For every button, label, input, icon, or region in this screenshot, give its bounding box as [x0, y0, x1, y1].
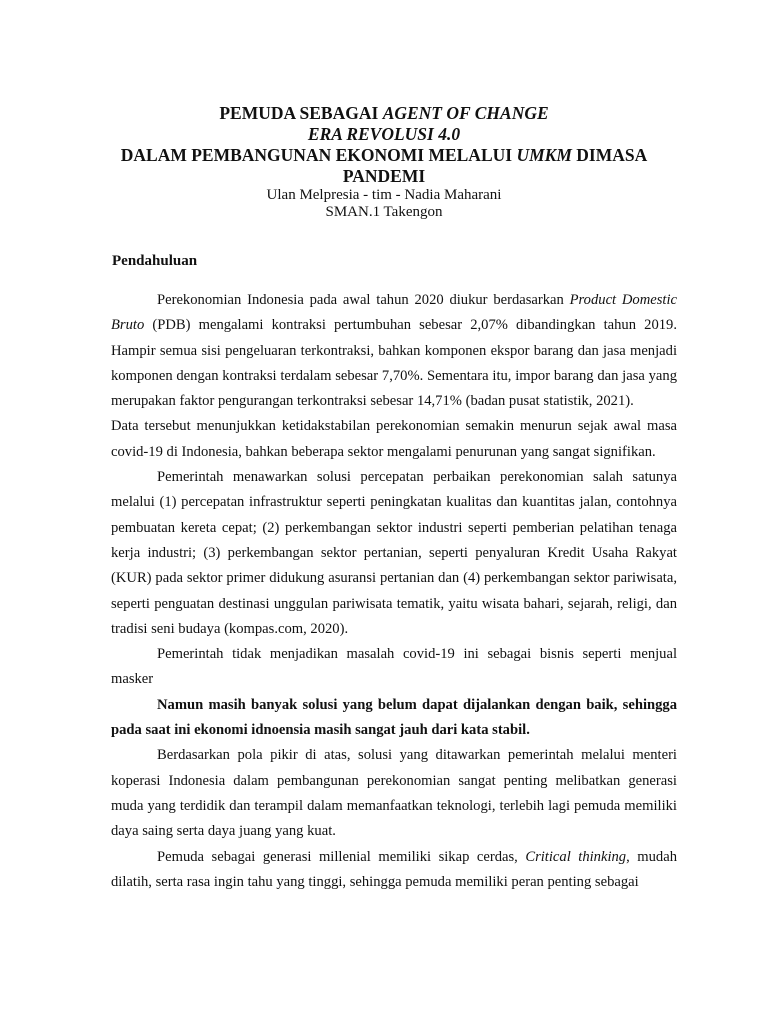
- authors-line: Ulan Melpresia - tim - Nadia Maharani: [266, 187, 502, 203]
- title-line-3-text: DALAM PEMBANGUNAN EKONOMI MELALUI: [120, 145, 517, 165]
- paragraph-3: Pemerintah menawarkan solusi percepatan perbaikan perekonomian salah satunya melalui (1) percepatan infrastruktur seperti peningkatan kualitas dan kuantitas jalan, contohnya pembuatan kereta cepat; (2) perkembangan sektor industri seperti pemberian pelatihan tenaga kerja industri; (3) perkembangan sektor pertanian, seperti penyaluran Kredit Usaha Rakyat (KUR) pada sektor primer didukung asuransi pertanian dan (4) perkembangan sektor pariwisata, seperti penguatan destinasi unggulan pariwisata tematik, yaitu wisata bahari, sejarah, religi, dan tradisi seni budaya (kompas.com, 2020).: [111, 469, 677, 637]
- paragraph-7-italic: Critical thinking: [525, 848, 627, 865]
- document-title: [0, 103, 768, 221]
- paragraph-5: Namun masih banyak solusi yang belum dapat dijalankan dengan baik, sehingga pada saat ini ekonomi idnoensia masih sangat jauh dari kata stabil.: [111, 696, 677, 739]
- title-line-2-italic: ERA REVOLUSI 4.0: [307, 124, 461, 144]
- paragraph-7: [111, 845, 677, 896]
- paragraph-2: Data tersebut menunjukkan ketidakstabilan perekonomian semakin menurun sejak awal masa covid-19 di Indonesia, bahkan beberapa sektor mengalami penurunan yang sangat signifikan.: [111, 418, 677, 460]
- title-line-3-suffix: DIMASA: [571, 145, 648, 165]
- paragraph-1-italic: Product Domestic Bruto: [111, 292, 678, 334]
- section-heading: Pendahuluan: [112, 253, 198, 269]
- document-body: [111, 288, 677, 895]
- title-line-3-italic: UMKM: [516, 145, 572, 165]
- paragraph-4: Pemerintah tidak menjadikan masalah covid-19 ini sebagai bisnis seperti menjual masker: [111, 646, 677, 688]
- title-line-1-text: PEMUDA SEBAGAI: [219, 103, 383, 123]
- paragraph-1-text: Perekonomian Indonesia pada awal tahun 2020 diukur berdasarkan: [157, 292, 570, 308]
- title-line-1-italic: AGENT OF CHANGE: [382, 103, 549, 123]
- paragraph-7-text-cont: , mudah dilatih, serta rasa ingin tahu yang tinggi, sehingga pemuda memiliki peran penting sebagai: [111, 848, 677, 890]
- school-line: SMAN.1 Takengon: [325, 204, 443, 220]
- title-line-2: [0, 124, 768, 145]
- paragraph-1-text-cont: (PDB) mengalami kontraksi pertumbuhan sebesar 2,07% dibandingkan tahun 2019. Hampir semua sisi pengeluaran terkontraksi, bahkan komponen ekspor barang dan jasa menjadi komponen dengan kontraksi terdalam sebesar 7,70%. Sementara itu, impor barang dan jasa yang merupakan faktor pengurangan terkontraksi sebesar 14,71% (badan pusat statistik, 2021).: [111, 317, 677, 410]
- title-line-4: PANDEMI: [342, 166, 426, 186]
- title-line-1: [0, 103, 768, 124]
- paragraph-7-text: Pemuda sebagai generasi millenial memiliki sikap cerdas,: [157, 848, 526, 865]
- title-line-3: [0, 145, 768, 166]
- paragraph-1: [111, 288, 677, 414]
- paragraph-6: Berdasarkan pola pikir di atas, solusi yang ditawarkan pemerintah melalui menteri koperasi Indonesia dalam pembangunan perekonomian sangat penting melibatkan generasi muda yang terdidik dan terampil dalam memanfaatkan teknologi, terlebih lagi pemuda memiliki daya saing serta daya juang yang kuat.: [111, 747, 677, 840]
